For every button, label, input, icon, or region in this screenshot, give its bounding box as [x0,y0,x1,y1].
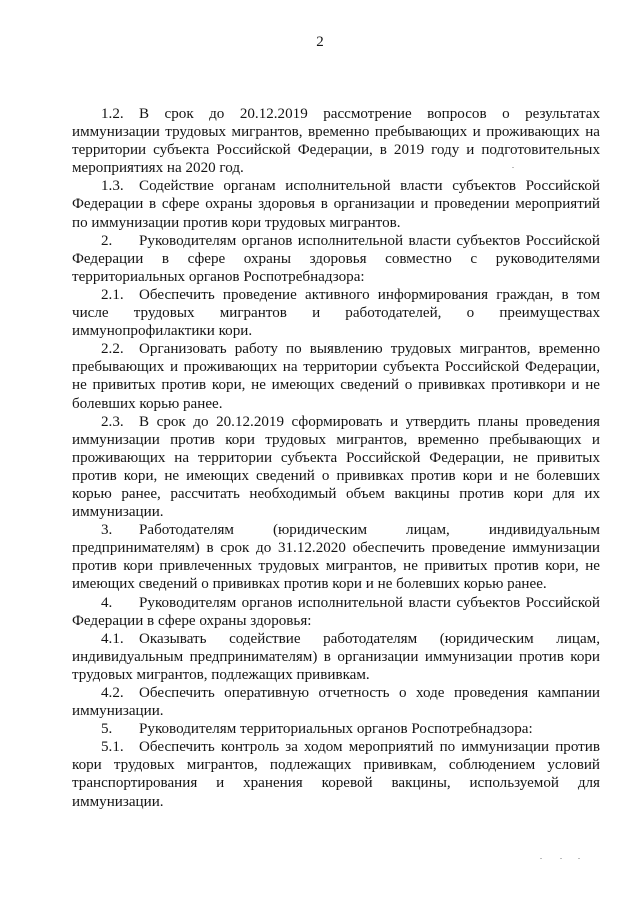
paragraph-2 [72,232,600,286]
paragraph-number: 2.1. [101,286,124,303]
paragraph-2-3 [72,413,600,522]
paragraph-number: 2.3. [101,413,124,430]
paragraph-text: Обеспечить оперативную отчетность о ходе проведения кампании иммунизации. [72,685,600,720]
page-number: 2 [316,34,324,50]
paragraph-text: Содействие органам исполнительной власти субъектов Российской Федерации в сфере охраны здоровья в организации и проведении мероприятий по иммунизации против кори трудовых мигрантов. [72,178,600,231]
paragraph-text: Обеспечить контроль за ходом мероприятий по иммунизации против кори трудовых мигрантов, подлежащих прививкам, соблюдением условий транспортирования и хранения коревой вакцины, используемой для иммунизации. [72,739,600,810]
paragraph-5 [72,720,600,738]
paragraph-5-1 [72,738,600,810]
paragraph-text: Обеспечить проведение активного информирования граждан, в том числе трудовых мигрантов и работодателей, о преимуществах иммунопрофилактики кори. [72,286,600,340]
paragraph-number: 1.3. [101,178,124,195]
scan-speck [578,858,580,859]
paragraph-text: Оказывать содействие работодателям (юридическим лицам, индивидуальным предпринимателям) в организации иммунизации против кори трудовых мигрантов, подлежащих прививкам. [72,630,600,683]
scan-speck [512,167,514,168]
paragraph-text: Руководителям органов исполнительной власти субъектов Российской Федерации в сфере охраны здоровья совместно с руководителями территориальных органов Роспотребнадзора: [72,232,600,285]
paragraph-number: 2. [101,232,113,249]
paragraph-text: Организовать работу по выявлению трудовых мигрантов, временно пребывающих и проживающих на территории субъекта Российской Федерации, не привитых против кори, не имеющих сведений о прививках противкори и не болевших корью ранее. [72,341,600,412]
paragraph-number: 4. [101,594,113,611]
paragraph-number: 2.2. [101,341,124,358]
paragraph-4-2 [72,684,600,720]
paragraph-number: 4.1. [101,630,124,647]
paragraph-text: В срок до 20.12.2019 сформировать и утвердить планы проведения иммунизации против кори трудовых мигрантов, временно пребывающих и проживающих на территории субъекта Российской Федерации, не привитых против кори, не имеющих сведений о прививках против кори и не болевших корью ранее, рассчитать необходимый объем вакцины против кори для их иммунизации. [72,413,600,521]
paragraph-4 [72,594,600,630]
paragraph-text: Руководителям территориальных органов Роспотребнадзора: [139,721,533,738]
paragraph-2-2 [72,340,600,412]
paragraph-1-2 [72,105,600,177]
paragraph-1-3 [72,177,600,231]
paragraph-text: Руководителям органов исполнительной власти субъектов Российской Федерации в сфере охраны здоровья: [72,594,600,629]
scan-speck [560,858,562,859]
paragraph-text: В срок до 20.12.2019 рассмотрение вопросов о результатах иммунизации трудовых мигрантов, временно пребывающих и проживающих на территории субъекта Российской Федерации, в 2019 году и подготовительных мероприятиях на 2020 год. [72,106,600,177]
document-body [72,105,600,811]
paragraph-number: 5.1. [101,739,124,756]
paragraph-number: 3. [101,522,113,539]
scan-speck [540,858,542,859]
paragraph-number: 4.2. [101,685,124,701]
paragraph-number: 1.2. [101,106,124,122]
paragraph-3 [72,521,600,593]
paragraph-number: 5. [101,721,113,738]
paragraph-4-1 [72,630,600,684]
paragraph-text: Работодателям (юридическим лицам, индивидуальным предпринимателям) в срок до 31.12.2020 обеспечить проведение иммунизации против кори привлеченных трудовых мигрантов, не привитых против кори, не имеющих сведений о прививках против кори и не болевших корью ранее. [72,522,600,593]
paragraph-2-1 [72,286,600,340]
